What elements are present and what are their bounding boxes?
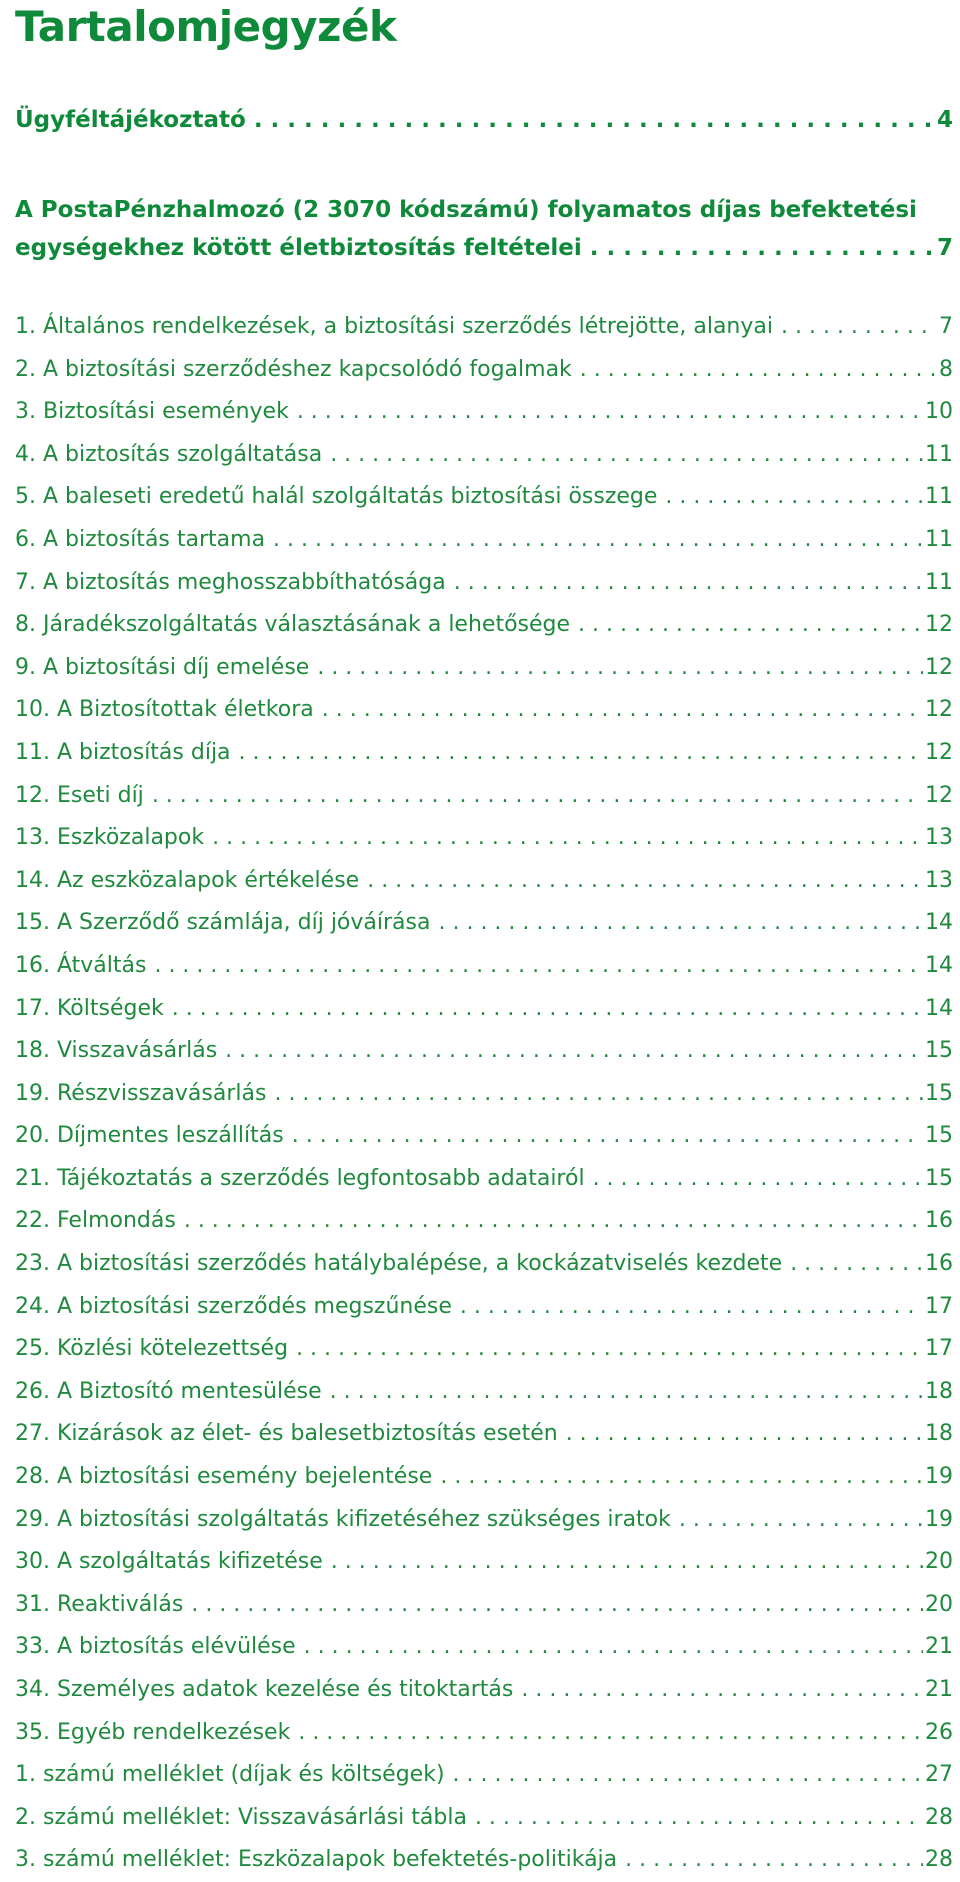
dot-leader <box>274 1073 923 1116</box>
toc-entry[interactable] <box>15 689 953 732</box>
toc-entry-label: 19. Részvisszavásárlás <box>15 1080 267 1106</box>
toc-entry-label: 15. A Szerződő számlája, díj jóváírása <box>15 910 431 936</box>
toc-entry-page: 19 <box>925 1506 953 1532</box>
dot-leader <box>298 1712 923 1755</box>
dot-leader <box>304 1626 923 1669</box>
dot-leader <box>273 519 923 562</box>
toc-entry-label: 7. A biztosítás meghosszabbíthatósága <box>15 569 446 595</box>
toc-entry-page: 28 <box>925 1847 953 1873</box>
dot-leader <box>297 391 923 434</box>
toc-list <box>15 306 953 1882</box>
toc-entry-page: 26 <box>925 1719 953 1745</box>
toc-entry[interactable] <box>15 1669 953 1712</box>
toc-entry-page: 14 <box>925 995 953 1021</box>
dot-leader <box>475 1797 923 1840</box>
toc-entry[interactable] <box>15 1839 953 1882</box>
toc-entry-label: 17. Költségek <box>15 995 164 1021</box>
dot-leader <box>790 1243 923 1286</box>
dot-leader <box>254 104 935 136</box>
dot-leader <box>440 1456 923 1499</box>
toc-entry-label: 29. A biztosítási szolgáltatás kifizetéséhez szükséges iratok <box>15 1506 671 1532</box>
dot-leader <box>172 988 923 1031</box>
toc-entry[interactable] <box>15 1797 953 1840</box>
toc-entry[interactable] <box>15 902 953 945</box>
toc-entry[interactable] <box>15 434 953 477</box>
dot-leader <box>239 732 923 775</box>
toc-entry-page: 28 <box>925 1804 953 1830</box>
toc-entry-page: 12 <box>925 782 953 808</box>
toc-entry-page: 15 <box>925 1165 953 1191</box>
toc-entry[interactable] <box>15 306 953 349</box>
toc-entry-page: 18 <box>925 1421 953 1447</box>
toc-entry-label: 16. Átváltás <box>15 952 147 978</box>
toc-entry-page: 21 <box>925 1677 953 1702</box>
toc-entry[interactable] <box>15 1371 953 1414</box>
toc-entry-label: 6. A biztosítás tartama <box>15 526 266 552</box>
toc-entry[interactable] <box>15 391 953 434</box>
toc-entry-label: 26. A Biztosító mentesülése <box>15 1378 322 1404</box>
toc-entry[interactable] <box>15 349 953 392</box>
toc-entry-page: 13 <box>925 825 953 851</box>
toc-entry-label: Ügyféltájékoztató <box>15 107 246 133</box>
toc-entry-page: 8 <box>939 356 953 382</box>
dot-leader <box>590 232 935 264</box>
dot-leader <box>367 860 923 903</box>
dot-leader <box>292 1115 923 1158</box>
toc-entry-label: 11. A biztosítás díja <box>15 739 231 765</box>
dot-leader <box>593 1158 923 1201</box>
toc-entry[interactable] <box>15 988 953 1031</box>
dot-leader <box>330 434 923 477</box>
dot-leader <box>566 1413 923 1456</box>
dot-leader <box>331 1541 923 1584</box>
toc-entry[interactable] <box>15 1456 953 1499</box>
toc-entry-label: 1. Általános rendelkezések, a biztosítási szerződés létrejötte, alanyai <box>15 314 773 339</box>
toc-entry-page: 12 <box>925 697 953 723</box>
toc-entry-page: 12 <box>925 739 953 765</box>
toc-entry-label: 18. Visszavásárlás <box>15 1038 218 1064</box>
toc-entry-page: 12 <box>925 654 953 680</box>
toc-entry-label: 1. számú melléklet (díjak és költségek) <box>15 1762 445 1788</box>
toc-entry[interactable] <box>15 647 953 690</box>
dot-leader <box>191 1584 923 1627</box>
page-title: Tartalomjegyzék <box>15 2 397 51</box>
toc-entry-conditions[interactable] <box>15 232 953 264</box>
dot-leader <box>225 1030 923 1073</box>
toc-entry[interactable] <box>15 1158 953 1201</box>
toc-entry[interactable] <box>15 1286 953 1329</box>
dot-leader <box>454 562 923 605</box>
toc-entry[interactable] <box>15 1541 953 1584</box>
toc-entry[interactable] <box>15 1243 953 1286</box>
toc-entry[interactable] <box>15 1584 953 1627</box>
dot-leader <box>154 945 923 988</box>
toc-entry-label: 9. A biztosítási díj emelése <box>15 654 310 680</box>
dot-leader <box>521 1669 923 1712</box>
dot-leader <box>212 817 923 860</box>
toc-entry-page: 13 <box>925 867 953 893</box>
toc-entry[interactable] <box>15 1200 953 1243</box>
toc-entry-page: 15 <box>925 1123 953 1149</box>
toc-entry-page: 15 <box>925 1038 953 1064</box>
toc-entry-label: 22. Felmondás <box>15 1208 176 1234</box>
dot-leader <box>330 1371 923 1414</box>
toc-entry-label: 27. Kizárások az élet- és balesetbiztosítás esetén <box>15 1421 558 1447</box>
dot-leader <box>317 647 923 690</box>
toc-entry[interactable] <box>15 1413 953 1456</box>
table-of-contents <box>15 0 953 1882</box>
toc-entry-label: egységekhez kötött életbiztosítás feltételei <box>15 235 582 261</box>
dot-leader <box>460 1286 923 1329</box>
toc-entry[interactable] <box>15 1115 953 1158</box>
toc-entry-label: 34. Személyes adatok kezelése és titoktartás <box>15 1677 514 1702</box>
toc-entry-page: 11 <box>925 441 953 467</box>
dot-leader <box>322 689 923 732</box>
toc-entry-page: 7 <box>939 314 953 339</box>
dot-leader <box>625 1839 923 1882</box>
toc-entry-page: 11 <box>925 526 953 552</box>
toc-entry-label: 8. Járadékszolgáltatás választásának a lehetősége <box>15 612 571 638</box>
toc-entry-label: 14. Az eszközalapok értékelése <box>15 867 360 893</box>
toc-entry-page: 10 <box>925 399 953 425</box>
toc-entry-label: 24. A biztosítási szerződés megszűnése <box>15 1293 452 1319</box>
toc-entry[interactable] <box>15 945 953 988</box>
toc-entry-page: 7 <box>936 235 953 261</box>
dot-leader <box>679 1499 923 1542</box>
toc-entry-label: 33. A biztosítás elévülése <box>15 1634 296 1660</box>
toc-entry-label: 23. A biztosítási szerződés hatálybalépése, a kockázatviselés kezdete <box>15 1251 783 1277</box>
toc-entry[interactable] <box>15 1754 953 1797</box>
toc-entry-label: 31. Reaktiválás <box>15 1591 184 1617</box>
dot-leader <box>665 476 923 519</box>
toc-entry-label: 35. Egyéb rendelkezések <box>15 1719 291 1745</box>
toc-entry-label: 3. számú melléklet: Eszközalapok befektetés-politikája <box>15 1847 618 1873</box>
toc-entry-page: 18 <box>925 1378 953 1404</box>
toc-entry[interactable] <box>15 732 953 775</box>
toc-entry-label: 25. Közlési kötelezettség <box>15 1336 289 1362</box>
toc-entry-label: 3. Biztosítási események <box>15 399 289 425</box>
toc-entry-page: 16 <box>925 1208 953 1234</box>
toc-entry-page: 20 <box>925 1591 953 1617</box>
toc-entry-page: 4 <box>936 107 953 133</box>
toc-entry[interactable] <box>15 562 953 605</box>
dot-leader <box>578 604 923 647</box>
toc-entry[interactable] <box>15 1499 953 1542</box>
toc-entry-page: 12 <box>925 612 953 638</box>
dot-leader <box>296 1328 923 1371</box>
toc-entry-label: 10. A Biztosítottak életkora <box>15 697 314 723</box>
toc-entry-label: 2. A biztosítási szerződéshez kapcsolódó fogalmak <box>15 356 572 382</box>
toc-entry-label: 4. A biztosítás szolgáltatása <box>15 441 323 467</box>
toc-entry-page: 11 <box>925 569 953 595</box>
toc-entry[interactable] <box>15 519 953 562</box>
toc-entry-label: 21. Tájékoztatás a szerződés legfontosabb adatairól <box>15 1165 585 1191</box>
toc-entry-label: 12. Eseti díj <box>15 782 144 808</box>
toc-entry[interactable] <box>15 775 953 818</box>
toc-entry-page: 15 <box>925 1080 953 1106</box>
toc-entry-page: 19 <box>925 1464 953 1490</box>
toc-entry[interactable] <box>15 817 953 860</box>
toc-entry-page: 11 <box>925 484 953 510</box>
toc-entry-client-info[interactable] <box>15 104 953 136</box>
toc-entry[interactable] <box>15 1328 953 1371</box>
dot-leader <box>152 775 923 818</box>
toc-entry-page: 16 <box>925 1251 953 1277</box>
dot-leader <box>580 349 937 392</box>
toc-entry-page: 14 <box>925 952 953 978</box>
toc-entry-label: 13. Eszközalapok <box>15 825 205 851</box>
toc-entry[interactable] <box>15 1030 953 1073</box>
toc-entry[interactable] <box>15 476 953 519</box>
toc-entry-page: 14 <box>925 910 953 936</box>
toc-entry-page: 17 <box>925 1336 953 1362</box>
toc-entry[interactable] <box>15 1073 953 1116</box>
dot-leader <box>438 902 923 945</box>
dot-leader <box>781 306 937 349</box>
conditions-section <box>15 188 953 264</box>
toc-entry-page: 27 <box>925 1762 953 1788</box>
toc-entry[interactable] <box>15 1626 953 1669</box>
toc-entry-label: 30. A szolgáltatás kifizetése <box>15 1549 323 1575</box>
toc-entry[interactable] <box>15 1712 953 1755</box>
toc-entry-label: 28. A biztosítási esemény bejelentése <box>15 1464 433 1490</box>
toc-entry-page: 17 <box>925 1293 953 1319</box>
conditions-title-line1: A PostaPénzhalmozó (2 3070 kódszámú) folyamatos díjas befektetési <box>15 197 917 223</box>
toc-entry[interactable] <box>15 604 953 647</box>
dot-leader <box>453 1754 923 1797</box>
toc-entry-label: 5. A baleseti eredetű halál szolgáltatás biztosítási összege <box>15 484 658 510</box>
toc-entry-page: 20 <box>925 1549 953 1575</box>
toc-entry-label: 2. számú melléklet: Visszavásárlási tábla <box>15 1804 467 1830</box>
client-info-section <box>15 104 953 136</box>
dot-leader <box>184 1200 923 1243</box>
toc-entry-label: 20. Díjmentes leszállítás <box>15 1123 284 1149</box>
toc-entry[interactable] <box>15 860 953 903</box>
toc-entry-page: 21 <box>925 1634 953 1660</box>
